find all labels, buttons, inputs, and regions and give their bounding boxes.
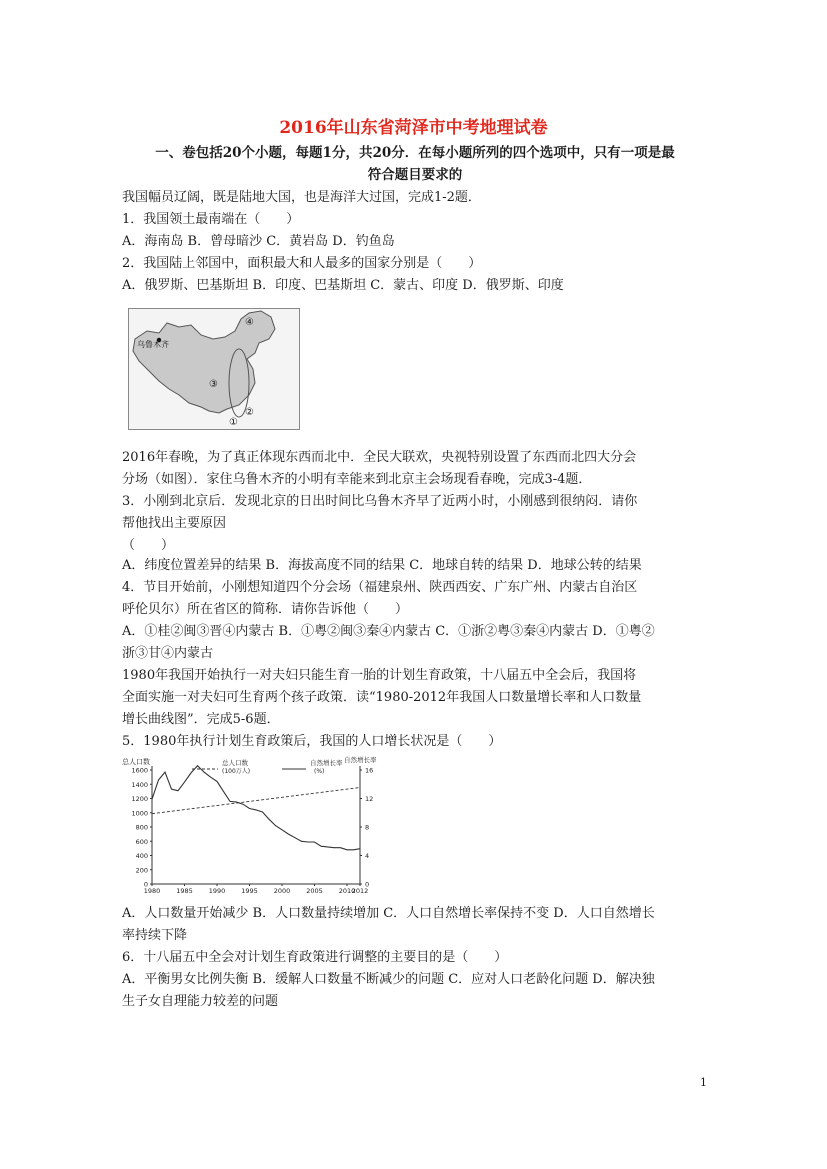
policy-text-1: 1980年我国开始执行一对夫妇只能生育一胎的计划生育政策，十八届五中全会后，我国将 [122,668,637,683]
policy-text-2: 全面实施一对夫妇可生育两个孩子政策．读“1980-2012年我国人口数量增长率和人口数量 [122,690,642,705]
question-3-options: A．纬度位置差异的结果 B．海拔高度不同的结果 C．地球自转的结果 D．地球公转的结果 [122,558,642,573]
page-number: 1 [700,1076,707,1089]
y-left-tick-label: 600 [135,837,148,846]
y-left-tick-label: 800 [135,823,148,832]
x-tick-label: 1990 [208,887,226,895]
marker-4: ④ [245,317,254,328]
y-left-tick-label: 1200 [131,795,148,803]
question-6: 6．十八届五中全会对计划生育政策进行调整的主要目的是（ ） [122,950,508,965]
x-tick-label: 2012 [351,887,369,895]
question-6-options: A．平衡男女比例失衡 B．缓解人口数量不断减少的问题 C．应对人口老龄化问题 D．解决独 [122,972,655,987]
y-left-tick-label: 200 [135,866,148,875]
section-heading-line-1: 一、卷包括20个小题，每题1分，共20分．在每小题所列的四个选项中，只有一项是最 [155,145,675,161]
china-map-figure [128,308,300,430]
china-map-svg [129,309,299,429]
population-chart-svg [122,756,390,900]
y-left-tick-label: 0 [143,880,148,889]
spring-gala-text-1: 2016年春晚，为了真正体现东西而北中．全民大联欢，央视特别设置了东西而北四大分会 [122,450,637,465]
question-1-options: A．海南岛 B．曾母暗沙 C．黄岩岛 D．钓鱼岛 [122,234,395,249]
marker-1: ① [229,417,238,428]
question-4-cont: 呼伦贝尔）所在省区的简称．请你告诉他（ ） [122,602,409,617]
urumqi-label: 乌鲁木齐 [137,340,169,349]
x-tick-label: 1985 [176,887,193,895]
question-6-options-cont: 生子女自理能力较差的问题 [122,994,279,1009]
question-2-options: A．俄罗斯、巴基斯坦 B．印度、巴基斯坦 C．蒙古、印度 D．俄罗斯、印度 [122,278,564,293]
y-right-tick-label: 8 [365,823,370,832]
question-3: 3．小刚到北京后．发现北京的日出时间比乌鲁木齐早了近两小时，小刚感到很纳闷．请你 [122,494,638,509]
spring-gala-text-2: 分场（如图）．家住乌鲁木齐的小明有幸能来到北京主会场现看春晚，完成3-4题． [122,472,592,487]
question-4: 4．节目开始前，小刚想知道四个分会场（福建泉州、陕西西安、广东广州、内蒙古自治区 [122,580,638,595]
y-right-tick-label: 12 [365,795,374,803]
marker-3: ③ [209,379,218,390]
question-1: 1．我国领土最南端在（ ） [122,212,300,227]
exam-title: 2016年山东省菏泽市中考地理试卷 [279,118,548,138]
y-left-tick-label: 1400 [131,780,148,789]
x-tick-label: 1980 [143,887,161,895]
y-right-tick-label: 4 [365,852,370,860]
growth-rate-series-line [152,766,360,850]
policy-text-3: 增长曲线图”．完成5-6题． [122,712,280,727]
y-left-tick-label: 400 [135,852,148,860]
legend-sub-growth: (%) [314,768,325,775]
legend-label-population: 总人口数 [222,759,248,767]
y-right-tick-label: 16 [365,766,374,775]
question-2: 2．我国陆上邻国中，面积最大和人最多的国家分别是（ ） [122,256,482,271]
x-tick-label: 1995 [241,887,258,895]
question-4-options-cont: 浙③甘④内蒙古 [122,646,214,661]
legend-label-growth: 自然增长率 [310,759,343,767]
y-left-tick-label: 1000 [131,809,148,818]
right-axis-title: 自然增长率 [344,756,377,764]
question-4-options: A．①桂②闽③晋④内蒙古 B．①粤②闽③秦④内蒙古 C．①浙②粤③秦④内蒙古 D．①粤② [122,624,655,639]
question-3-cont: 帮他找出主要原因 [122,516,227,531]
x-tick-label: 2000 [273,887,291,895]
question-5-options-cont: 率持续下降 [122,928,188,943]
population-chart [122,756,390,900]
x-tick-label: 2010 [338,887,356,895]
y-right-tick-label: 0 [365,880,370,889]
intro-text: 我国幅员辽阔，既是陆地大国，也是海洋大过国，完成1-2题． [122,190,481,205]
legend-sub-population: (100万人) [222,768,251,775]
x-tick-label: 2005 [306,887,323,895]
question-5-options: A．人口数量开始减少 B．人口数量持续增加 C．人口自然增长率保持不变 D．人口自然增长 [122,906,655,921]
question-5: 5．1980年执行计划生育政策后，我国的人口增长状况是（ ） [122,734,502,749]
section-heading-line-2: 符合题目要求的 [367,167,463,183]
y-left-tick-label: 1600 [131,766,148,775]
question-3-bracket: （ ） [122,538,175,553]
left-axis-title: 总人口数 [122,758,150,766]
marker-2: ② [245,407,254,418]
